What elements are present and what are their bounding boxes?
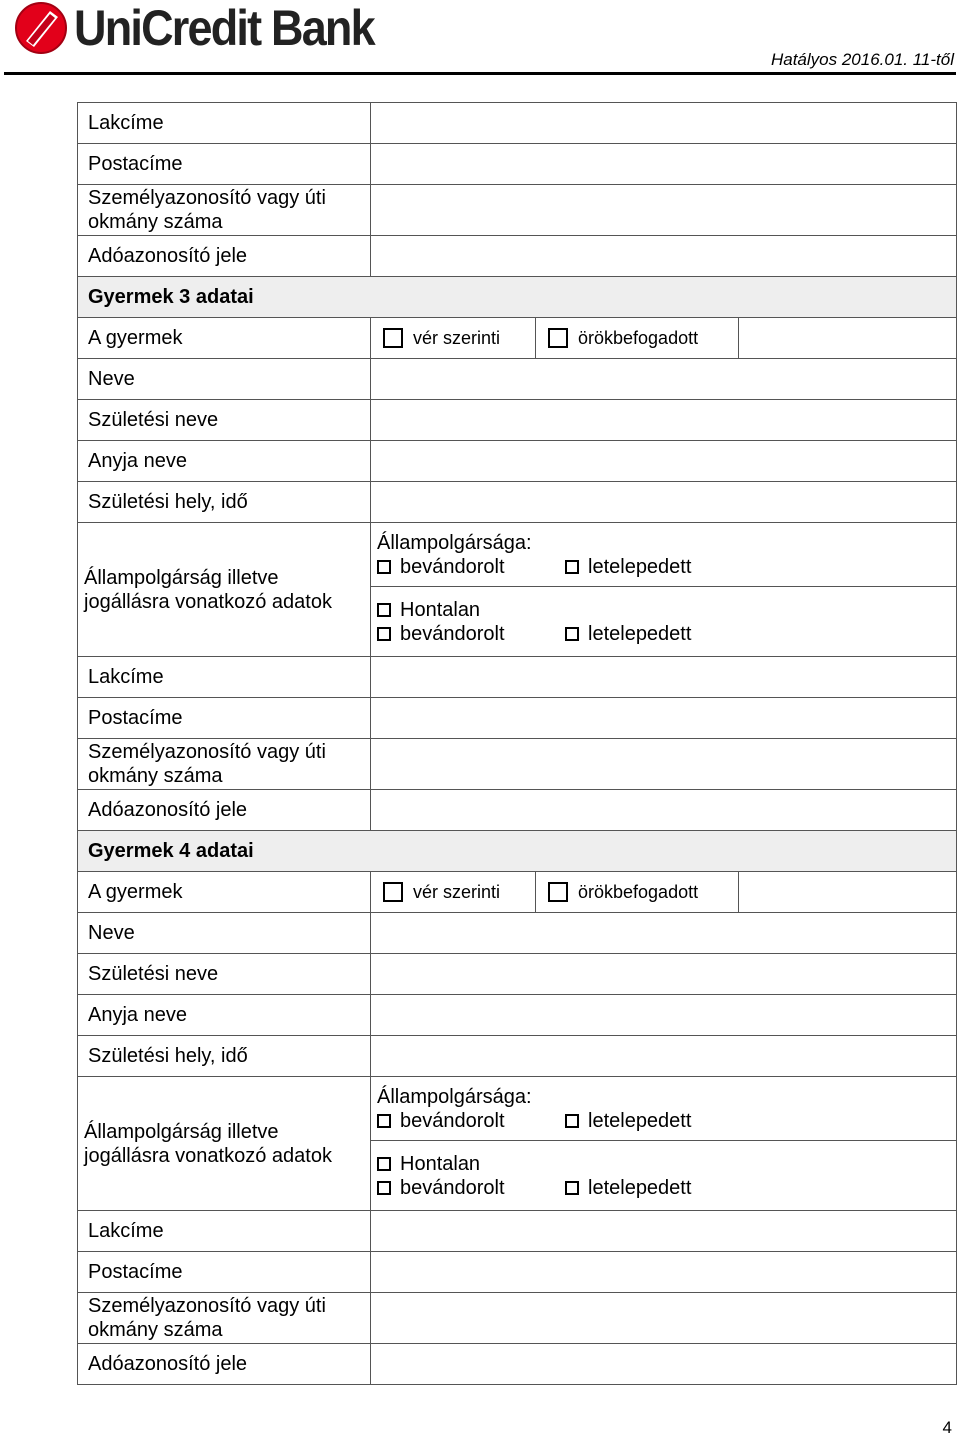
tax-id-label: Adóazonosító jele [78,1344,371,1385]
postal-address-field[interactable] [371,144,957,185]
citizenship-label: Állampolgárság illetve jogállásra vonatkozó adatok [78,1077,371,1211]
form-row [78,698,957,739]
citizenship-label: Állampolgárság illetve jogállásra vonatkozó adatok [78,523,371,657]
form-row [78,103,957,144]
immigrant-option[interactable] [377,555,565,579]
form-row [78,1077,957,1211]
by-blood-label: vér szerinti [413,328,501,348]
address-field[interactable] [371,103,957,144]
stateless-option[interactable] [377,598,480,622]
stateless-checkbox[interactable] [377,603,391,617]
immigrant-label: bevándorolt [400,1110,505,1132]
stateless-settled-label: letelepedett [588,623,692,645]
by-blood-checkbox[interactable] [383,328,403,348]
form-row [78,523,957,657]
name-label: Neve [78,359,371,400]
adopted-label: örökbefogadott [578,882,699,902]
mother-name-label: Anyja neve [78,995,371,1036]
form-row [78,739,957,790]
settled-option[interactable] [565,555,691,579]
form-row [78,400,957,441]
birth-name-label: Születési neve [78,954,371,995]
birth-place-date-field[interactable] [371,482,957,523]
by-blood-label: vér szerinti [413,882,501,902]
immigrant-option[interactable] [377,1109,565,1133]
child4-section-title: Gyermek 4 adatai [78,831,957,872]
form-row [78,954,957,995]
child-kind-label: A gyermek [78,872,371,913]
stateless-settled-checkbox[interactable] [565,1181,579,1195]
postal-address-field[interactable] [371,698,957,739]
child-kind-options [371,872,957,913]
stateless-label: Hontalan [400,599,481,621]
unicredit-emblem-icon [14,1,68,55]
effective-date: Hatályos 2016.01. 11-től [770,50,954,69]
stateless-immigrant-checkbox[interactable] [377,1181,391,1195]
child-kind-options [371,318,957,359]
postal-address-field[interactable] [371,1252,957,1293]
form-row [78,359,957,400]
form-row [78,144,957,185]
section-row [78,277,957,318]
tax-id-field[interactable] [371,1344,957,1385]
children-data-form [77,102,957,1385]
brand-wordmark: UniCredit Bank [74,0,374,56]
tax-id-label: Adóazonosító jele [78,790,371,831]
immigrant-checkbox[interactable] [377,560,391,574]
immigrant-checkbox[interactable] [377,1114,391,1128]
stateless-immigrant-option[interactable] [377,1176,565,1200]
form-row [78,657,957,698]
form-row [78,995,957,1036]
child3-section-title: Gyermek 3 adatai [78,277,957,318]
adopted-option[interactable] [536,318,739,358]
form-row [78,1344,957,1385]
address-label: Lakcíme [78,657,371,698]
stateless-settled-option[interactable] [565,622,691,646]
tax-id-label: Adóazonosító jele [78,236,371,277]
form-row [78,482,957,523]
adopted-option[interactable] [536,872,739,912]
name-field[interactable] [371,913,957,954]
settled-label: letelepedett [588,1110,692,1132]
form-row [78,1293,957,1344]
stateless-checkbox[interactable] [377,1157,391,1171]
id-document-label: Személyazonosító vagy úti okmány száma [78,185,371,236]
form-row [78,185,957,236]
unicredit-logo [14,1,407,55]
tax-id-field[interactable] [371,236,957,277]
mother-name-field[interactable] [371,441,957,482]
settled-checkbox[interactable] [565,1114,579,1128]
id-document-label: Személyazonosító vagy úti okmány száma [78,739,371,790]
stateless-immigrant-label: bevándorolt [400,1177,505,1199]
form-row [78,790,957,831]
form-row [78,441,957,482]
adopted-checkbox[interactable] [548,882,568,902]
name-label: Neve [78,913,371,954]
birth-place-date-field[interactable] [371,1036,957,1077]
name-field[interactable] [371,359,957,400]
settled-label: letelepedett [588,556,692,578]
adopted-label: örökbefogadott [578,328,699,348]
form-row [78,913,957,954]
section-row [78,831,957,872]
address-field[interactable] [371,1211,957,1252]
child-kind-label: A gyermek [78,318,371,359]
id-document-label: Személyazonosító vagy úti okmány száma [78,1293,371,1344]
stateless-label: Hontalan [400,1153,481,1175]
birth-name-field[interactable] [371,954,957,995]
tax-id-field[interactable] [371,790,957,831]
by-blood-option[interactable] [371,872,536,912]
stateless-settled-label: letelepedett [588,1177,692,1199]
citizenship-options [371,523,957,657]
form-row [78,872,957,913]
stateless-option[interactable] [377,1152,480,1176]
birth-name-field[interactable] [371,400,957,441]
postal-address-label: Postacíme [78,1252,371,1293]
id-document-field[interactable] [371,1293,957,1344]
form-row [78,1211,957,1252]
stateless-immigrant-label: bevándorolt [400,623,505,645]
address-label: Lakcíme [78,1211,371,1252]
adopted-checkbox[interactable] [548,328,568,348]
mother-name-field[interactable] [371,995,957,1036]
page-number: 4 [942,1418,952,1437]
form-row [78,318,957,359]
page-header [0,0,960,78]
birth-name-label: Születési neve [78,400,371,441]
form-row [78,236,957,277]
mother-name-label: Anyja neve [78,441,371,482]
id-document-field[interactable] [371,739,957,790]
id-document-field[interactable] [371,185,957,236]
by-blood-checkbox[interactable] [383,882,403,902]
birth-place-date-label: Születési hely, idő [78,482,371,523]
settled-option[interactable] [565,1109,691,1133]
citizenship-heading: Állampolgársága: [377,1086,532,1108]
by-blood-option[interactable] [371,318,536,358]
postal-address-label: Postacíme [78,144,371,185]
birth-place-date-label: Születési hely, idő [78,1036,371,1077]
stateless-immigrant-option[interactable] [377,622,565,646]
stateless-settled-option[interactable] [565,1176,691,1200]
postal-address-label: Postacíme [78,698,371,739]
header-divider [4,72,956,75]
settled-checkbox[interactable] [565,560,579,574]
immigrant-label: bevándorolt [400,556,505,578]
citizenship-heading: Állampolgársága: [377,532,532,554]
stateless-immigrant-checkbox[interactable] [377,627,391,641]
form-row [78,1036,957,1077]
address-label: Lakcíme [78,103,371,144]
citizenship-options [371,1077,957,1211]
stateless-settled-checkbox[interactable] [565,627,579,641]
address-field[interactable] [371,657,957,698]
form-row [78,1252,957,1293]
